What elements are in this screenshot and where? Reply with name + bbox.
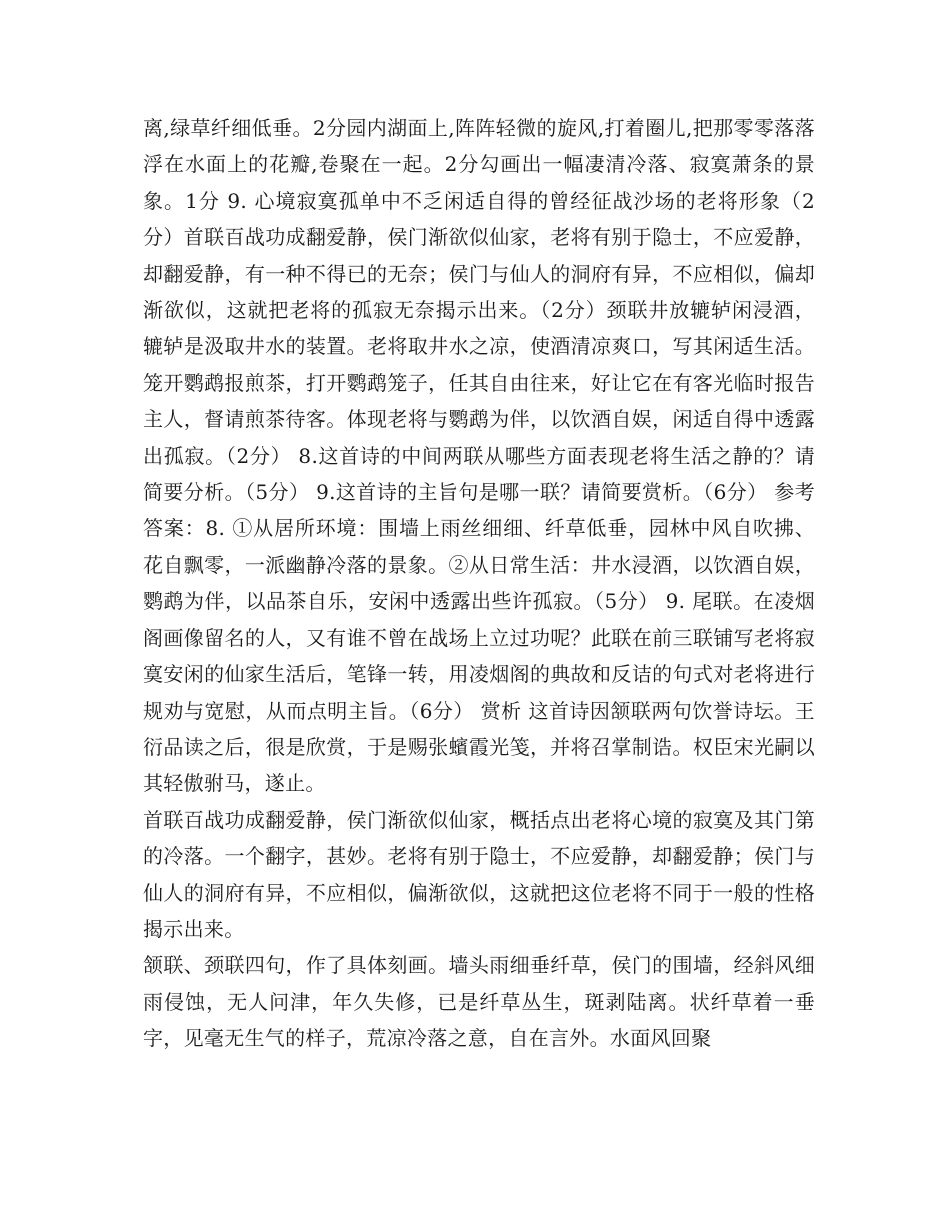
paragraph-middle-couplets: 颔联、颈联四句，作了具体刻画。墙头雨细垂纤草，侯门的围墙，经斜风细雨侵蚀，无人问津，年久失修，已是纤草丛生，斑剥陆离。状纤草着一垂字，见毫无生气的样子，荒凉冷落之意，自在言外。水面风回聚 [143,953,815,1051]
paragraph-first-couplet: 首联百战功成翻爱静，侯门渐欲似仙家，概括点出老将心境的寂寞及其门第的冷落。一个翻字，甚妙。老将有别于隐士，不应爱静，却翻爱静；侯门与仙人的洞府有异，不应相似，偏渐欲似，这就把这位老将不同于一般的性格揭示出来。 [143,807,815,941]
paragraph-analysis-answers: 离,绿草纤细低垂。2分园内湖面上,阵阵轻微的旋风,打着圈儿,把那零零落落浮在水面上的花瓣,卷聚在一起。2分勾画出一幅凄清冷落、寂寞萧条的景象。1分 9. 心境寂寞孤单中不乏闲适自得的曾经征战沙场的老将形象（2分）首联百战功成翻爱静，侯门渐欲似仙家，老将有别于隐士，不应爱静，却翻爱静，有一种不得已的无奈；侯门与仙人的洞府有异，不应相似，偏却渐欲似，这就把老将的孤寂无奈揭示出来。（2分）颈联井放辘轳闲浸酒，辘轳是汲取井水的装置。老将取井水之凉，使酒清凉爽口，写其闲适生活。笼开鹦鹉报煎茶，打开鹦鹉笼子，任其自由往来，好让它在有客光临时报告主人，督请煎茶待客。体现老将与鹦鹉为伴，以饮酒自娱，闲适自得中透露出孤寂。（2分） 8.这首诗的中间两联从哪些方面表现老将生活之静的？请简要分析。（5分） 9.这首诗的主旨句是哪一联？请简要赏析。（6分） 参考答案：8. ①从居所环境：围墙上雨丝细细、纤草低垂，园林中风自吹拂、花自飘零，一派幽静冷落的景象。②从日常生活：井水浸酒，以饮酒自娱，鹦鹉为伴，以品茶自乐，安闲中透露出些许孤寂。（5分） 9. 尾联。在凌烟阁画像留名的人，又有谁不曾在战场上立过功呢？此联在前三联铺写老将寂寞安闲的仙家生活后，笔锋一转，用凌烟阁的典故和反诘的句式对老将进行规劝与宽慰，从而点明主旨。（6分） 赏析 这首诗因颔联两句饮誉诗坛。王衍品读之后，很是欣赏，于是赐张蠙霞光笺，并将召掌制诰。权臣宋光嗣以其轻傲驸马，遂止。 [143,116,815,796]
document-page [143,110,815,1057]
